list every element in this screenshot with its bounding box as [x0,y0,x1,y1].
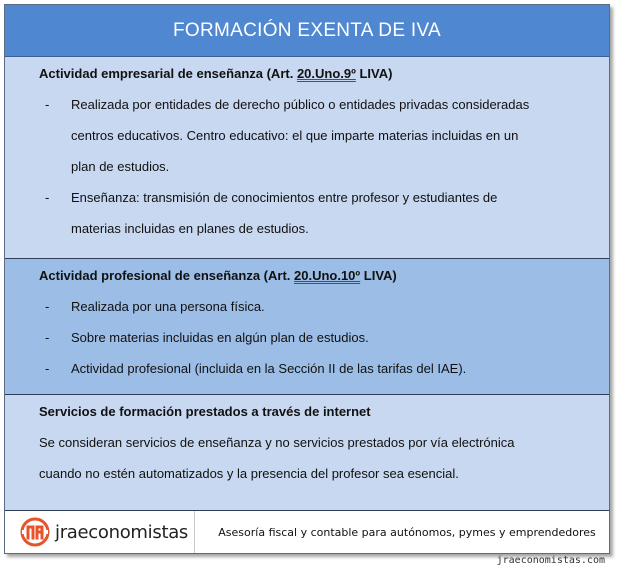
list-item [39,291,599,322]
section-professional-teaching [5,259,609,395]
list-item-text: centros educativos. Centro educativo: el que imparte materias incluidas en un [71,128,519,143]
brand-name: jraeconomistas [55,521,189,543]
bullet-list [39,89,599,244]
card-header [5,5,609,57]
section-title [39,65,599,83]
list-item-text: plan de estudios. [71,159,170,174]
brand-tagline: Asesoría fiscal y contable para autónomos, pymes y emprendedores [218,525,596,539]
list-item-text: materias incluidas en planes de estudios. [71,221,309,236]
list-item-text: Actividad profesional (incluida en la Sección II de las tarifas del IAE). [71,361,467,376]
list-item [39,353,599,384]
dash-bullet-icon: - [45,361,50,376]
section-title-suffix: LIVA) [360,268,397,283]
section-title-text: Actividad empresarial de enseñanza (Art. [39,66,297,81]
list-item-continuation [39,213,599,244]
jra-logo-icon [19,516,51,548]
list-item [39,89,599,120]
list-item-text: Sobre materias incluidas en algún plan de estudios. [71,330,369,345]
paragraph-line: cuando no estén automatizados y la presencia del profesor sea esencial. [39,466,459,481]
paragraph-line: Se consideran servicios de enseñanza y no servicios prestados por vía electrónica [39,435,515,450]
brand-logo[interactable] [5,511,195,553]
list-item-text: Realizada por entidades de derecho público o entidades privadas consideradas [71,97,530,112]
list-item-continuation [39,151,599,182]
section-title-text: Actividad profesional de enseñanza (Art. [39,268,294,283]
bullet-list [39,291,599,384]
list-item [39,182,599,213]
dash-bullet-icon: - [45,97,50,112]
info-card [4,4,610,554]
section-title-suffix: LIVA) [355,66,393,81]
list-item-continuation [39,120,599,151]
footer-banner [5,511,609,553]
website-url[interactable]: jraeconomistas.com [496,555,605,566]
card-title: FORMACIÓN EXENTA DE IVA [172,19,441,41]
law-reference-link[interactable]: 20.Uno.9º [296,66,356,81]
list-item-text: Enseñanza: transmisión de conocimientos entre profesor y estudiantes de [71,190,498,205]
dash-bullet-icon: - [45,190,50,205]
dash-bullet-icon: - [45,330,50,345]
law-reference-link[interactable]: 20.Uno.10º [294,268,361,283]
section-title [39,267,599,285]
dash-bullet-icon: - [45,299,50,314]
list-item [39,322,599,353]
section-title: Servicios de formación prestados a través de internet [39,404,371,419]
section-online-training [5,395,609,511]
list-item-text: Realizada por una persona física. [71,299,265,314]
section-business-teaching [5,57,609,259]
